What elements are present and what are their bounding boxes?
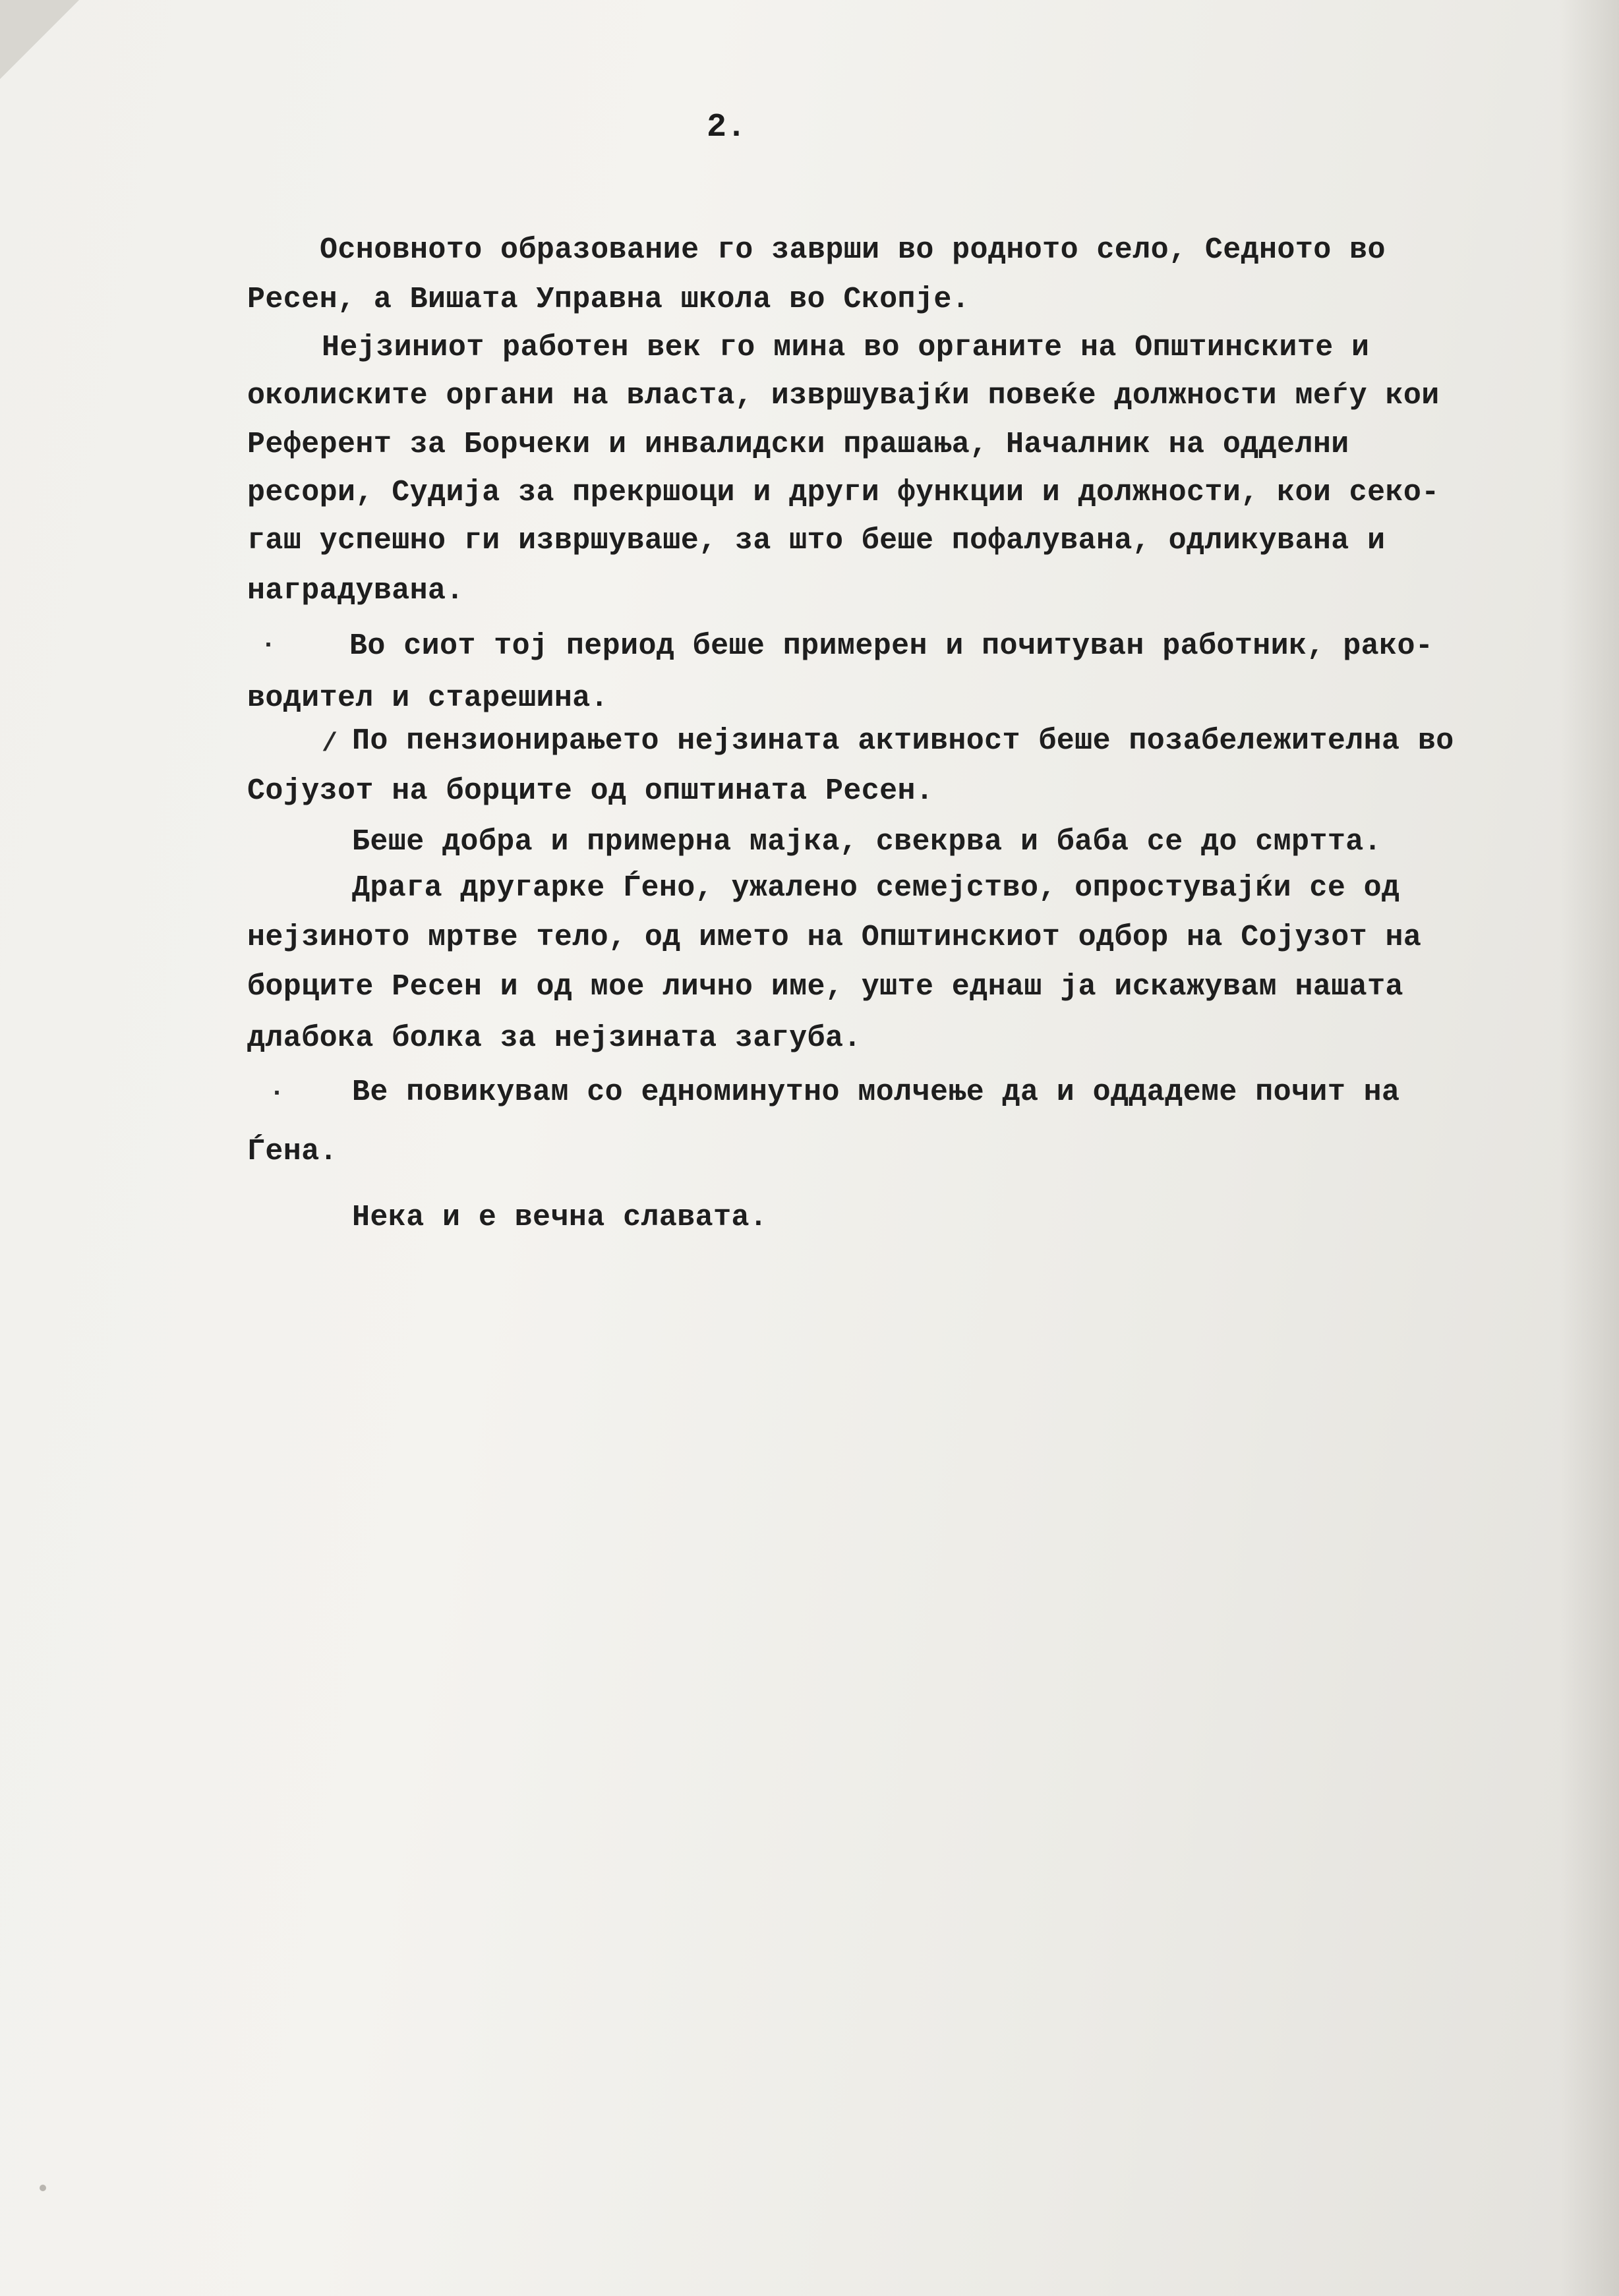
margin-mark: / bbox=[322, 730, 338, 759]
text-line-16: борците Ресен и од мое лично име, уште еднаш ја искажувам нашата bbox=[247, 970, 1403, 1004]
text-line-14: Драга другарке Ѓено, ужалено семејство, опростувајќи се од bbox=[352, 871, 1400, 905]
text-line-7: гаш успешно ги извршуваше, за што беше пофалувана, одликувана и bbox=[247, 524, 1386, 558]
text-line-20: Нека и е вечна славата. bbox=[352, 1201, 768, 1234]
text-line-13: Беше добра и примерна мајка, свекрва и баба се до смртта. bbox=[352, 825, 1382, 859]
margin-mark: · bbox=[269, 1079, 285, 1108]
text-line-4: околиските органи на власта, извршувајќи повеќе должности меѓу кои bbox=[247, 379, 1440, 413]
text-line-11: По пензионирањето нејзината активност беше позабележителна во bbox=[352, 724, 1454, 758]
page-number: 2. bbox=[707, 109, 747, 146]
text-line-8: наградувана. bbox=[247, 574, 464, 608]
scanned-page-corner bbox=[0, 0, 79, 79]
text-line-18: Ве повикувам со едноминутно молчење да и оддадеме почит на bbox=[352, 1076, 1400, 1109]
text-line-2: Ресен, а Вишата Управна школа во Скопје. bbox=[247, 283, 970, 316]
text-line-1: Основното образование го заврши во родното село, Седното во bbox=[320, 233, 1386, 267]
text-line-17: длабока болка за нејзината загуба. bbox=[247, 1021, 862, 1055]
text-line-6: ресори, Судија за прекршоци и други функции и должности, кои секо- bbox=[247, 476, 1440, 509]
text-line-5: Референт за Борчеки и инвалидски прашања, Началник на одделни bbox=[247, 428, 1349, 461]
text-line-9: Во сиот тој период беше примерен и почитуван работник, рако- bbox=[349, 629, 1434, 663]
text-line-19: Ѓена. bbox=[247, 1135, 338, 1168]
page-edge-shadow bbox=[1560, 0, 1619, 2296]
text-line-10: водител и старешина. bbox=[247, 681, 609, 715]
text-line-15: нејзиното мртве тело, од името на Општинскиот одбор на Сојузот на bbox=[247, 921, 1422, 954]
punch-hole bbox=[40, 2185, 46, 2191]
text-line-3: Нејзиниот работен век го мина во органите на Општинските и bbox=[322, 331, 1370, 364]
margin-mark: · bbox=[260, 631, 277, 660]
text-line-12: Сојузот на борците од општината Ресен. bbox=[247, 774, 934, 808]
